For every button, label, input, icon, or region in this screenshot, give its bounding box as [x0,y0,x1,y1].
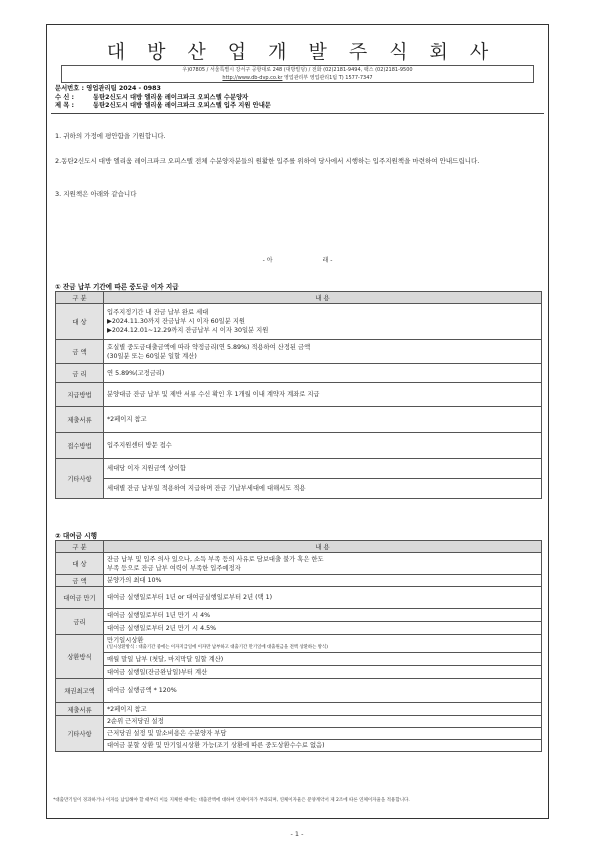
contact-line [62,74,533,82]
section-2-title: ② 대여금 시행 [55,532,98,540]
paragraph-3: 3. 지원책은 아래와 같습니다 [55,190,137,198]
table-row: 지급방법 분양대금 잔금 납부 및 제반 서류 수신 확인 후 1개월 이내 계약자 계좌로 지급 [56,383,542,407]
contact-info: 영업관리부 영업관리1팀 T) 1577-7347 [282,75,373,81]
table-row: 기타사항 2순위 근저당권 설정 [56,716,542,728]
notice-heading: - 아 래 - [262,257,333,264]
subject-row: 제 목 : 동탄2신도시 대방 엘리움 레이크파크 오피스텔 입주 지원 안내문 [55,102,271,109]
recipient: 동탄2신도시 대방 엘리움 레이크파크 오피스텔 수분양자 [93,93,249,101]
address-box [61,65,534,83]
table-row: 금 리 연 5.89%(고정금리) [56,364,542,383]
table-row: 대여금 만기 대여금 실행일로부터 1년 or 대여금실행일로부터 2년 (택 1) [56,587,542,609]
table-row: 세대별 잔금 납부일 적용하여 지급하며 잔금 기납부세대에 대해서도 적용 [56,479,542,499]
recipient-row: 수 신 : 동탄2신도시 대방 엘리움 레이크파크 오피스텔 수분양자 [55,93,249,101]
document-meta [55,85,271,111]
table-row: 대여금 실행일로부터 2년 만기 시 4.5% [56,622,542,635]
table-header: 구 분 내 용 [56,292,542,304]
table-row: 제출서류 *2페이지 참고 [56,703,542,716]
table-row: 대 상 입주지정기간 내 잔금 납부 완료 세대 ▶2024.11.30까지 잔금납부 시 이자 60일분 지원 ▶2024.12.01~12.29까지 잔금납부 시 이자 30일분 지원 [56,304,542,340]
table-row: 대여금 실행일(잔금완납일)부터 계산 [56,666,542,679]
table-header: 구 분 내 용 [56,541,542,553]
section-1-title: ① 잔금 납부 기간에 따른 중도금 이자 지급 [55,283,179,291]
paragraph-1: 1. 귀하의 가정에 평안함을 기원합니다. [55,132,166,140]
table-row: 대 상 잔금 납부 및 입주 의사 있으나, 소득 부족 등의 사유로 담보대출 불가 혹은 한도 부족 등으로 잔금 납부 여력이 부족한 입주예정자 [56,553,542,575]
subject: 동탄2신도시 대방 엘리움 레이크파크 오피스텔 입주 지원 안내문 [93,102,271,109]
table-row: 금리 대여금 실행일로부터 1년 만기 시 4% [56,609,542,622]
table-row: 상환방식 만기일시상환 (일시상환방식 : 대출기간 중에는 이자지급일에 이자만 납부하고 대출기간 만기일에 대출원금을 전액 상환하는 방식) [56,635,542,653]
table-row: 접수방법 입주지원센터 방문 접수 [56,433,542,459]
page-number: - 1 - [290,830,304,838]
address-line: 우)07805 / 서울특별시 강서구 공항대로 248 (대방빌딩) / 전화 (02)2181-9494, 팩스 (02)2181-9500 [182,67,413,73]
table-row: 매월 말일 납부 (첫달, 마지막달 일할 계산) [56,653,542,666]
table-row: 기타사항 세대당 이자 지원금액 상이함 [56,459,542,479]
table-row: 금 액 분양가의 최대 10% [56,575,542,587]
table-row: 금 액 호실별 중도금대출금액에 따라 약정금리(연 5.89%) 적용하여 산정된 금액 (30일분 또는 60일분 일할 계산) [56,340,542,364]
table-row: 대여금 분할 상환 및 만기일시상환 가능(조기 상환에 따른 중도상환수수료 없음) [56,740,542,752]
doc-number: 문서번호 : 영업관리팀 2024 - 0983 [55,85,161,92]
section-2-table [55,540,542,752]
document-frame [46,24,549,819]
website-link[interactable]: http://www.db-dvp.co.kr [222,75,283,81]
table-row: 제출서류 *2페이지 참고 [56,407,542,433]
divider [51,113,544,114]
section-1-table [55,291,542,499]
table-row: 근저당권 설정 및 말소비용은 수분양자 부담 [56,728,542,740]
company-name: 대방산업개발주식회사 [106,41,511,63]
paragraph-2: 2.동탄2신도시 대방 엘리움 레이크파크 오피스텔 전체 수분양자분들의 원활한 입주를 위하여 당사에서 시행하는 입주지원책을 마련하여 안내드립니다. [55,157,480,165]
footnote: *대출만기일이 경과하거나 이자를 납입해야 할 때부터 이를 지체한 때에는 대출잔액에 대하여 연체이자가 부과되며, 연체이자율은 분양계약서 제 2조에 따른 연체이자율을 적용합니다. [53,798,410,803]
table-row: 채권최고액 대여금 실행금액 * 120% [56,679,542,703]
